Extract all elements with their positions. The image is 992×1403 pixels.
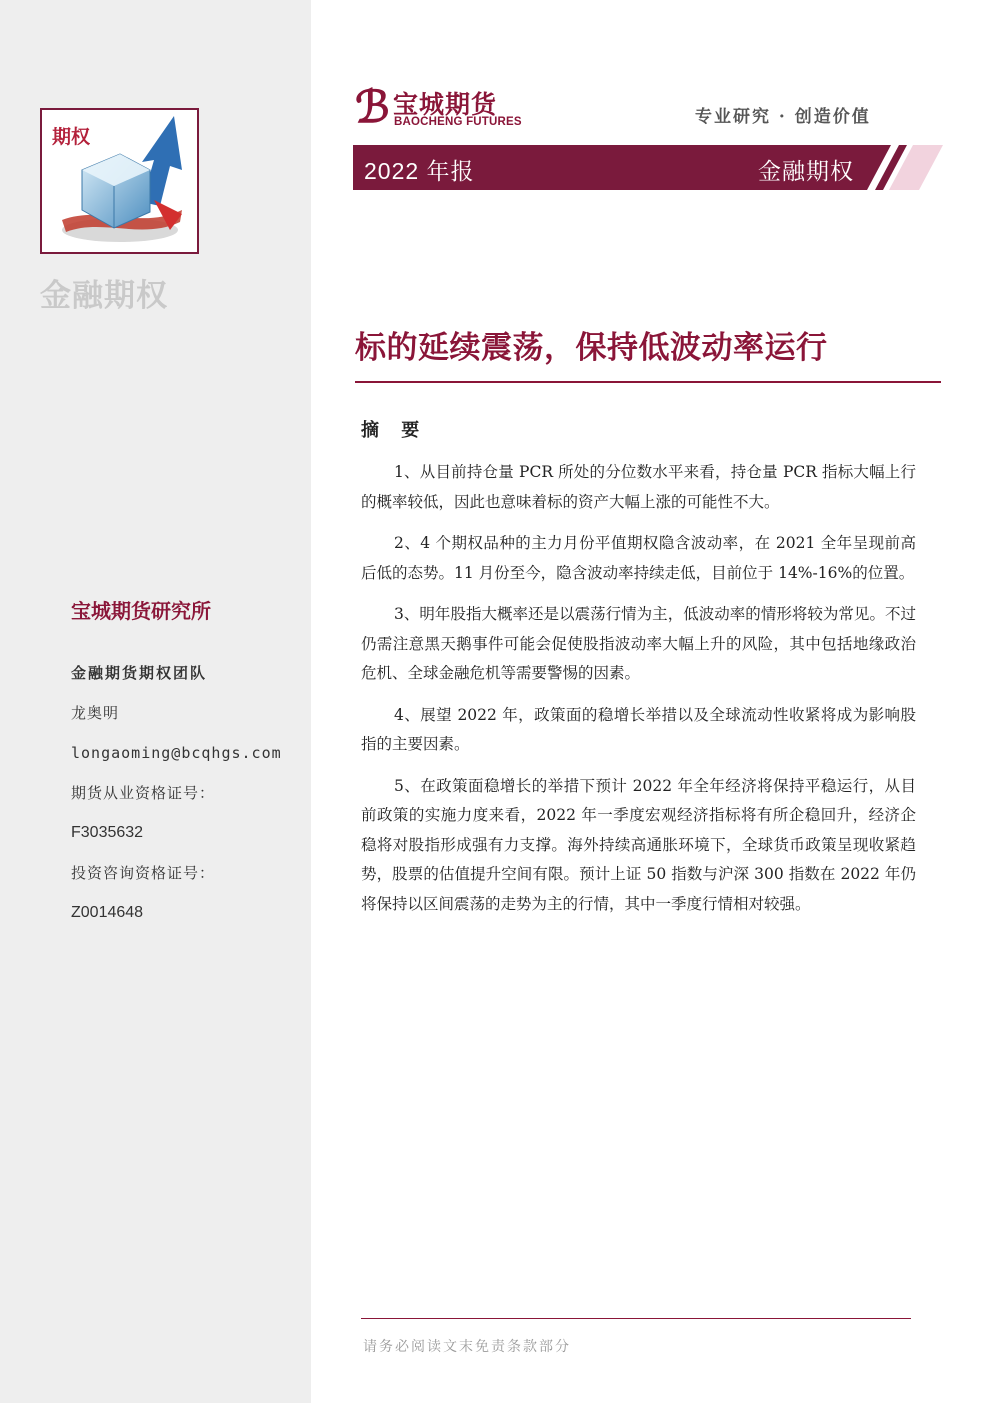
author-email: longaoming@bcqhgs.com: [71, 744, 282, 762]
cover-tag: 期权: [52, 126, 91, 148]
abstract-paragraph: 1、从目前持仓量 PCR 所处的分位数水平来看，持仓量 PCR 指标大幅上行的概率较低，因此也意味着标的资产大幅上涨的可能性不大。: [361, 463, 916, 511]
report-banner: [353, 145, 943, 190]
logo-b-mark-icon: ℬ: [355, 82, 390, 133]
footer-divider: [361, 1318, 911, 1319]
sidebar: [0, 0, 311, 1403]
logo-chinese-name: 宝城期货: [393, 90, 498, 119]
abstract-body: [361, 458, 916, 931]
abstract-paragraph: 5、在政策面稳增长的举措下预计 2022 年全年经济将保持平稳运行，从目前政策的实施力度来看，2022 年一季度宏观经济指标将有所企稳回升，经济企稳将对股指形成强有力支撑。海外持续高通胀环境下，全球货币政策呈现收紧趋势，股票的估值提升空间有限。预计上证 50 指数与沪深 300 指数在 2022 年仍将保持以区间震荡的走势为主的行情，其中一季度行情相对较强。: [361, 776, 916, 913]
title-divider: [355, 381, 941, 383]
report-type: 2022 年报: [364, 158, 475, 184]
disclaimer-note: 请务必阅读文末免责条款部分: [363, 1339, 571, 1355]
slogan: 专业研究 · 创造价值: [695, 107, 871, 127]
report-category: 金融期权: [758, 159, 854, 185]
logo-english-name: BAOCHENG FUTURES: [394, 116, 522, 128]
futures-cert-label: 期货从业资格证号：: [71, 784, 216, 802]
futures-cert-number: F3035632: [71, 824, 144, 841]
abstract-paragraph: 4、展望 2022 年，政策面的稳增长举措以及全球流动性收紧将成为影响股指的主要因素。: [361, 705, 916, 753]
author-contact: [71, 660, 282, 940]
abstract-heading: 摘 要: [361, 420, 428, 441]
abstract-paragraph: 3、明年股指大概率还是以震荡行情为主，低波动率的情形将较为常见。不过仍需注意黑天鹅事件可能会促使股指波动率大幅上升的风险，其中包括地缘政治危机、全球金融危机等需要警惕的因素。: [361, 605, 916, 682]
company-logo: [355, 82, 535, 133]
options-cover-image: [40, 108, 199, 254]
category-label: 金融期权: [40, 278, 168, 314]
institute-name: 宝城期货研究所: [71, 599, 211, 623]
author-name: 龙奥明: [71, 704, 120, 722]
abstract-paragraph: 2、4 个期权品种的主力月份平值期权隐含波动率，在 2021 全年呈现前高后低的态势。11 月份至今，隐含波动率持续走低，目前位于 14%-16%的位置。: [361, 534, 916, 582]
report-title: 标的延续震荡，保持低波动率运行: [355, 330, 828, 366]
advisory-cert-label: 投资咨询资格证号：: [71, 864, 216, 882]
advisory-cert-number: Z0014648: [71, 904, 144, 921]
team-name: 金融期货期权团队: [71, 664, 208, 682]
